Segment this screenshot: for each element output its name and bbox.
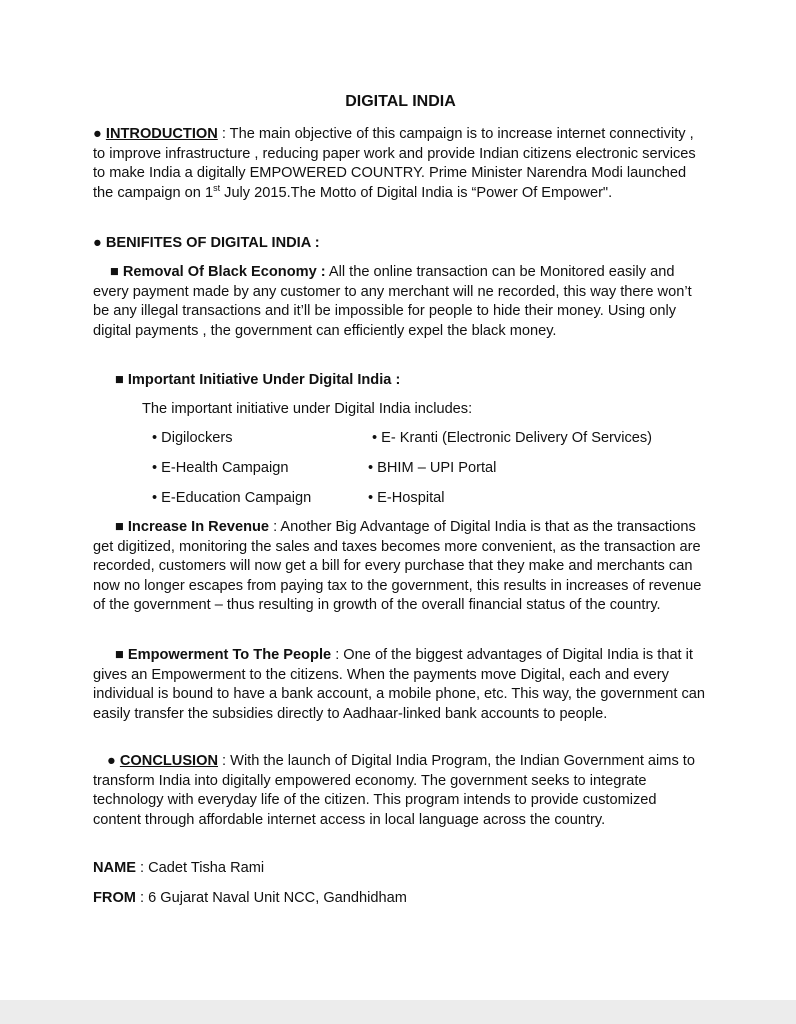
list-item: • Digilockers — [152, 430, 233, 446]
empowerment-text: : One of the biggest advantages of Digital India is that it gives an Empowerment to the citizens. When the payments move Digital, each and every individual is bound to have a bank account, a mobile phone, etc. This way, the government can easily transfer the subsidies directly to Aadhaar-linked bank accounts to people. — [93, 647, 705, 722]
black-economy-text: All the online transaction can be Monitored easily and every payment made by any customer to any merchant will ne recorded, this way there won’t be any illegal transactions and it’ll be impossible for people to hide their money. Using only digital payments , the government can efficiently expel the black money. — [93, 264, 692, 339]
name-value: : Cadet Tisha Rami — [135, 860, 265, 876]
intro-text-3: July 2015.The Motto of Digital India is “Power Of Empower". — [220, 184, 613, 201]
benefits-heading: ● BENIFITES OF DIGITAL INDIA : — [93, 235, 320, 251]
conclusion-bullet: ● — [107, 753, 116, 769]
from-line — [93, 889, 708, 909]
list-item: • E-Education Campaign — [152, 490, 312, 506]
intro-bullet: ● — [93, 126, 102, 142]
page-title: DIGITAL INDIA — [345, 93, 456, 110]
empowerment-heading: ■ Empowerment To The People — [115, 647, 332, 663]
intro-superscript: st — [213, 182, 221, 193]
from-value: : 6 Gujarat Naval Unit NCC, Gandhidham — [135, 890, 407, 906]
initiative-intro: The important initiative under Digital India includes: — [142, 401, 473, 417]
conclusion-text: : With the launch of Digital India Program, the Indian Government aims to transform India into digitally empowered economy. The government seeks to integrate technology with everyday life of the citizen. This program intends to provide customized content through affordable internet access in local language across the country. — [93, 753, 695, 828]
list-item: • E-Hospital — [368, 490, 445, 506]
list-item: • E- Kranti (Electronic Delivery Of Services) — [372, 430, 653, 446]
intro-text-2: EMPOWERED COUNTRY. Prime Minister Narendra Modi launched the campaign on 1 — [93, 165, 687, 201]
list-item: • E-Health Campaign — [152, 460, 289, 476]
name-line — [93, 859, 708, 879]
black-economy-heading: ■ Removal Of Black Economy : — [110, 264, 326, 280]
list-item: • BHIM – UPI Portal — [368, 460, 497, 476]
introduction-paragraph — [93, 125, 708, 203]
empowerment-paragraph — [93, 646, 708, 724]
initiative-heading: ■ Important Initiative Under Digital India : — [115, 372, 401, 388]
black-economy-paragraph — [93, 263, 708, 341]
from-label: FROM — [93, 890, 136, 906]
initiative-list-right — [368, 429, 652, 519]
intro-heading: INTRODUCTION — [105, 126, 218, 142]
conclusion-paragraph — [93, 752, 708, 830]
initiative-list-left — [152, 429, 311, 519]
revenue-paragraph — [93, 518, 708, 616]
name-label: NAME — [93, 860, 136, 876]
revenue-text: : Another Big Advantage of Digital India is that as the transactions get digitized, monitoring the sales and taxes becomes more convenient, as the transaction are recorded, customers will now get a bill for every purchase that they make and merchants can now no longer escapes from paying tax to the government, this results in increases of revenue of the government – thus resulting in growth of the overall financial status of the country. — [93, 519, 702, 613]
revenue-heading: ■ Increase In Revenue — [115, 519, 270, 535]
intro-text-1: : The main objective of this campaign is to increase internet connectivity , to improve infrastructure , reducing paper work and provide Indian citizens electronic services to make India a digitally — [93, 126, 696, 181]
page-bottom-edge — [0, 1000, 796, 1024]
conclusion-heading: CONCLUSION — [119, 753, 218, 769]
